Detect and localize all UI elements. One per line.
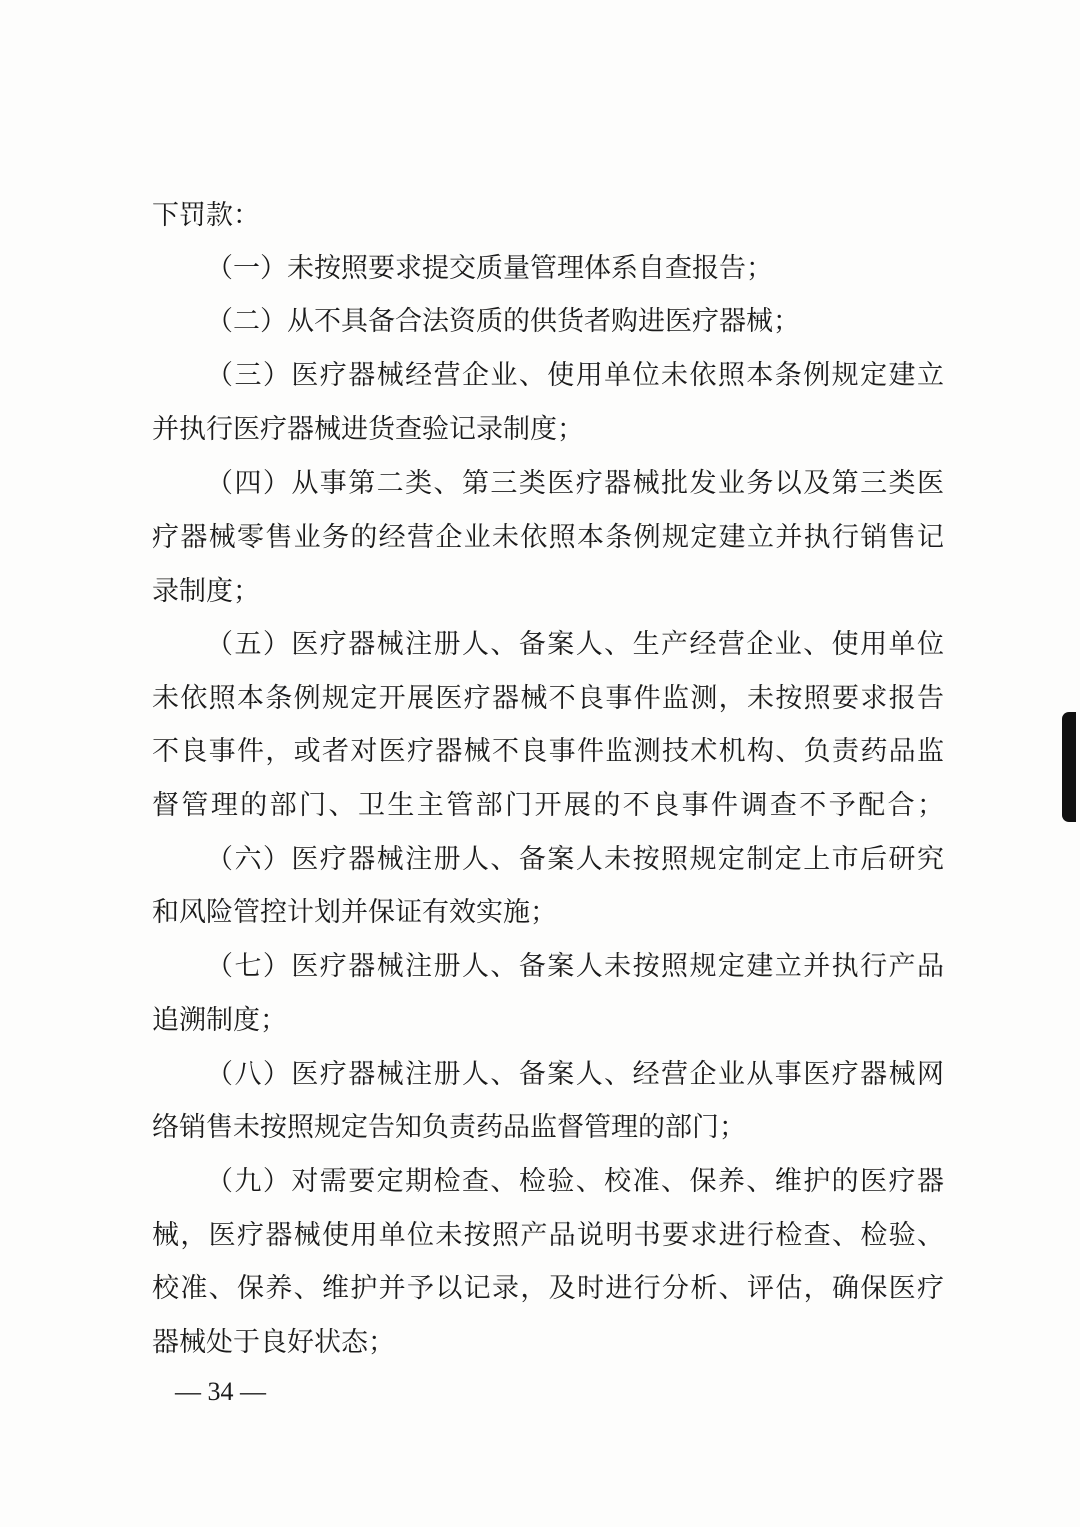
list-item-1: （一）未按照要求提交质量管理体系自查报告；: [206, 253, 773, 284]
text-line: 疗器械零售业务的经营企业未依照本条例规定建立并执行销售记: [152, 522, 944, 553]
text-line: 和风险管控计划并保证有效实施；: [152, 897, 557, 928]
text-line: 械，医疗器械使用单位未按照产品说明书要求进行检查、检验、: [152, 1220, 944, 1251]
list-item-2: （二）从不具备合法资质的供货者购进医疗器械；: [206, 306, 800, 337]
text-line: 络销售未按照规定告知负责药品监督管理的部门；: [152, 1112, 746, 1143]
list-item-4: （四）从事第二类、第三类医疗器械批发业务以及第三类医: [206, 468, 944, 499]
text-line: 并执行医疗器械进货查验记录制度；: [152, 414, 584, 445]
list-item-9: （九）对需要定期检查、检验、校准、保养、维护的医疗器: [206, 1166, 944, 1197]
list-item-5: （五）医疗器械注册人、备案人、生产经营企业、使用单位: [206, 629, 944, 660]
list-item-8: （八）医疗器械注册人、备案人、经营企业从事医疗器械网: [206, 1059, 944, 1090]
text-line: 未依照本条例规定开展医疗器械不良事件监测，未按照要求报告: [152, 683, 944, 714]
text-line: 追溯制度；: [152, 1005, 287, 1036]
text-line: 录制度；: [152, 576, 260, 607]
list-item-3: （三）医疗器械经营企业、使用单位未依照本条例规定建立: [206, 360, 944, 391]
page-number: — 34 —: [175, 1377, 266, 1406]
list-item-6: （六）医疗器械注册人、备案人未按照规定制定上市后研究: [206, 844, 944, 875]
text-line: 器械处于良好状态；: [152, 1327, 395, 1358]
text-line: 不良事件，或者对医疗器械不良事件监测技术机构、负责药品监: [152, 736, 944, 767]
text-line: 校准、保养、维护并予以记录，及时进行分析、评估，确保医疗: [152, 1273, 944, 1304]
text-line: 下罚款：: [152, 200, 260, 231]
scan-edge-mark: [1062, 712, 1076, 822]
text-line: 督管理的部门、卫生主管部门开展的不良事件调查不予配合；: [152, 790, 944, 821]
list-item-7: （七）医疗器械注册人、备案人未按照规定建立并执行产品: [206, 951, 944, 982]
